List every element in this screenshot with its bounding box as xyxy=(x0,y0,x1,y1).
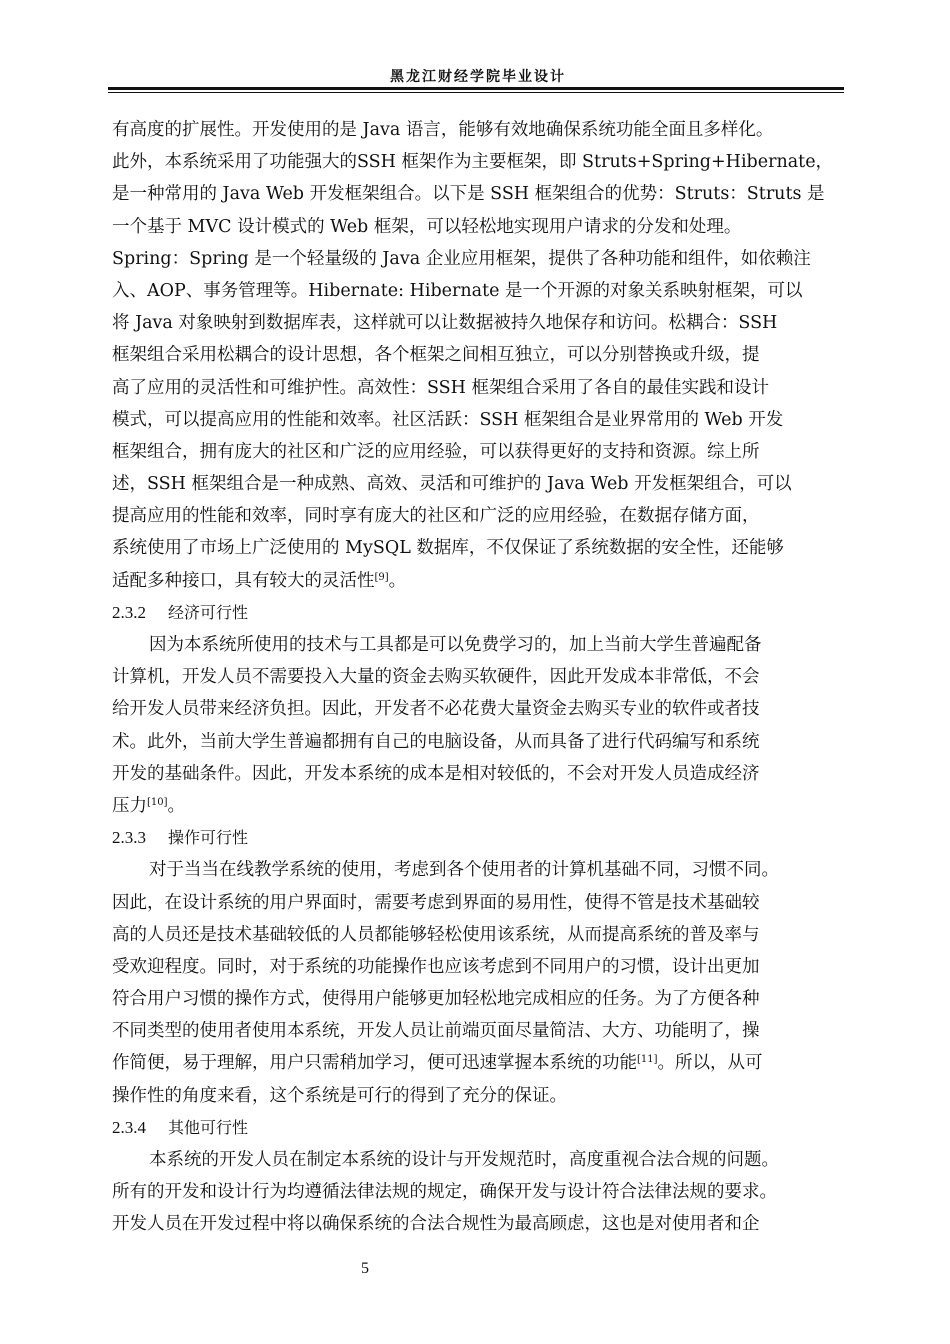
paragraph-line: 有高度的扩展性。开发使用的是 Java 语言，能够有效地确保系统功能全面且多样化。 xyxy=(112,120,774,140)
paragraph-line: 符合用户习惯的操作方式，使得用户能够更加轻松地完成相应的任务。为了方便各种 xyxy=(112,989,760,1010)
paragraph-line: 不同类型的使用者使用本系统，开发人员让前端页面尽量简洁、大方、功能明了，操 xyxy=(112,1021,760,1042)
section-title: 其他可行性 xyxy=(168,1117,249,1137)
section-number: 2.3.2 xyxy=(112,602,146,622)
paragraph-line: 高的人员还是技术基础较低的人员都能够轻松使用该系统，从而提高系统的普及率与 xyxy=(112,924,760,945)
header-rule-thick xyxy=(108,87,844,90)
paragraph-line: 对于当当在线教学系统的使用，考虑到各个使用者的计算机基础不同，习惯不同。 xyxy=(149,860,779,881)
paragraph-line: 术。此外，当前大学生普遍都拥有自己的电脑设备，从而具备了进行代码编写和系统 xyxy=(112,731,760,752)
paragraph-line: 计算机，开发人员不需要投入大量的资金去购买软硬件，因此开发成本非常低，不会 xyxy=(112,667,760,688)
paragraph-text: 作简便，易于理解，用户只需稍加学习，便可迅速掌握本系统的功能 xyxy=(112,1053,637,1074)
paragraph-line: 模式，可以提高应用的性能和效率。社区活跃：SSH 框架组合是业界常用的 Web 开发 xyxy=(112,409,784,430)
paragraph-line xyxy=(112,790,842,822)
paragraph-text: 。 xyxy=(167,795,186,816)
paragraph-line xyxy=(112,1047,842,1079)
paragraph-line: Spring：Spring 是一个轻量级的 Java 企业应用框架，提供了各种功能和组件，如依赖注 xyxy=(112,248,811,269)
section-heading xyxy=(112,1112,842,1144)
paragraph-line: 给开发人员带来经济负担。因此，开发者不必花费大量资金去购买专业的软件或者技 xyxy=(112,699,760,720)
paragraph-line: 将 Java 对象映射到数据库表，这样就可以让数据被持久地保存和访问。松耦合：SSH xyxy=(112,313,778,334)
paragraph-line: 受欢迎程度。同时，对于系统的功能操作也应该考虑到不同用户的习惯，设计出更加 xyxy=(112,956,760,977)
paragraph-line: 所有的开发和设计行为均遵循法律法规的规定，确保开发与设计符合法律法规的要求。 xyxy=(112,1182,777,1203)
paragraph-line: 操作性的角度来看，这个系统是可行的得到了充分的保证。 xyxy=(112,1085,567,1106)
section-number: 2.3.3 xyxy=(112,828,146,848)
paragraph-text: 适配多种接口，具有较大的灵活性 xyxy=(112,570,375,591)
page-number: 5 xyxy=(361,1260,369,1277)
section-heading xyxy=(112,822,842,854)
paragraph-text: 压力 xyxy=(112,795,147,816)
citation-ref: [10] xyxy=(147,796,168,808)
paragraph-line: 开发人员在开发过程中将以确保系统的合法合规性为最高顾虑，这也是对使用者和企 xyxy=(112,1214,760,1235)
paragraph-line: 系统使用了市场上广泛使用的 MySQL 数据库，不仅保证了系统数据的安全性，还能够 xyxy=(112,538,784,559)
paragraph-line: 一个基于 MVC 设计模式的 Web 框架，可以轻松地实现用户请求的分发和处理。 xyxy=(112,216,742,237)
paragraph-line: 因为本系统所使用的技术与工具都是可以免费学习的，加上当前大学生普遍配备 xyxy=(149,635,762,655)
header-rule-thin xyxy=(108,92,844,93)
section-heading xyxy=(112,597,842,629)
section-title: 操作可行性 xyxy=(168,828,249,848)
paragraph-line: 入、AOP、事务管理等。Hibernate: Hibernate 是一个开源的对象关系映射框架，可以 xyxy=(112,280,803,301)
section-title: 经济可行性 xyxy=(168,602,249,622)
document-body xyxy=(112,114,842,1241)
citation-ref: [11] xyxy=(637,1054,658,1066)
page-header-title: 黑龙江财经学院毕业设计 xyxy=(390,69,566,85)
paragraph-line: 提高应用的性能和效率，同时享有庞大的社区和广泛的应用经验，在数据存储方面， xyxy=(112,506,760,527)
paragraph-line: 是一种常用的 Java Web 开发框架组合。以下是 SSH 框架组合的优势：Struts：Struts 是 xyxy=(112,184,825,205)
paragraph-line: 开发的基础条件。因此，开发本系统的成本是相对较低的，不会对开发人员造成经济 xyxy=(112,763,760,784)
paragraph-line: 述，SSH 框架组合是一种成熟、高效、灵活和可维护的 Java Web 开发框架组合，可以 xyxy=(112,474,792,495)
paragraph-line: 框架组合采用松耦合的设计思想，各个框架之间相互独立，可以分别替换或升级，提 xyxy=(112,345,760,366)
paragraph-line: 因此，在设计系统的用户界面时，需要考虑到界面的易用性，使得不管是技术基础较 xyxy=(112,892,760,913)
paragraph-line: 高了应用的灵活性和可维护性。高效性：SSH 框架组合采用了各自的最佳实践和设计 xyxy=(112,377,769,398)
paragraph-line xyxy=(112,565,842,597)
paragraph-line: 此外，本系统采用了功能强大的SSH 框架作为主要框架，即 Struts+Spring+Hibernate， xyxy=(112,152,834,173)
paragraph-text: 。 xyxy=(388,570,407,591)
citation-ref: [9] xyxy=(374,571,389,583)
section-number: 2.3.4 xyxy=(112,1117,146,1137)
paragraph-line: 本系统的开发人员在制定本系统的设计与开发规范时，高度重视合法合规的问题。 xyxy=(149,1150,779,1170)
paragraph-line: 框架组合，拥有庞大的社区和广泛的应用经验，可以获得更好的支持和资源。综上所 xyxy=(112,441,760,462)
paragraph-text: 。所以，从可 xyxy=(657,1053,763,1074)
